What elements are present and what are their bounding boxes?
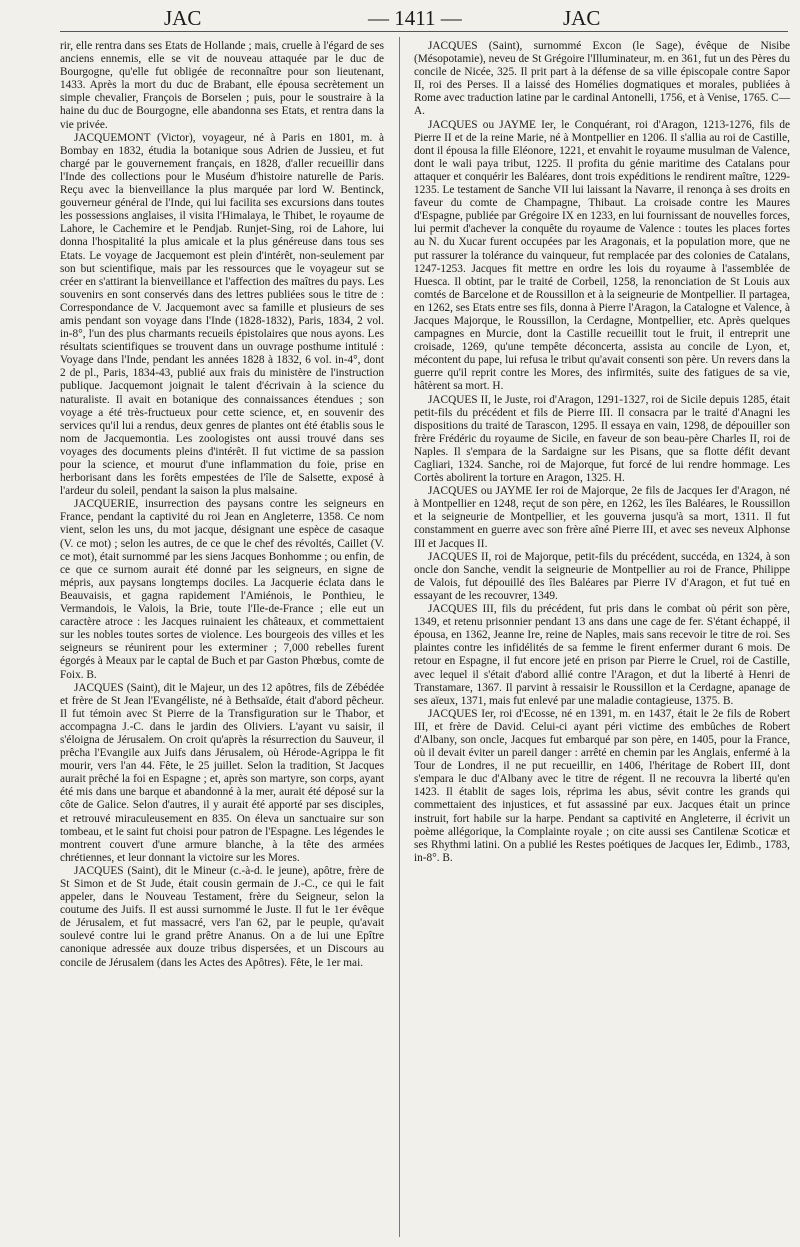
entry-jacques-iii-majorque: JACQUES III, fils du précédent, fut pris dans le combat où périt son père, 1349, et retenu prisonnier pendant 13 ans dans une cage de fer. S'étant échappé, il épousa, en 1362, Jeanne Ire, reine de Naples, mais sans recevoir le titre de roi. Ses plaintes contre les infidélités de sa femme le firent enfermer durant 6 mois. De retour en Espagne, il fut encore jeté en prison par Pierre le Cruel, roi de Castille, avec lequel il s'était d'abord allié contre l'Aragon, et dut la liberté à Henri de Transtamare, 1367. Il parvint à ressaisir le Roussillon et la Cerdagne, apanage de ses aïeux, 1371, mais fut enlevé par une maladie contagieuse, 1375. B. — [414, 603, 790, 707]
right-column — [414, 40, 790, 865]
entry-jacquerie: JACQUERIE, insurrection des paysans contre les seigneurs en France, pendant la captivité du roi Jean en Angleterre, 1358. Ce nom vient, selon les uns, du mot jacque, désignant une espèce de casaque (V. ce mot) ; selon les autres, de ce que le chef des révoltés, Caillet (V. ce mot), était surnommé par les siens Jacques Bonhomme ; ou enfin, de ce que ce surnom aurait été donné par les seigneurs, en signe de mépris, aux paysans longtemps dociles. La Jacquerie éclata dans le Beauvaisis, et gagna rapidement l'Amiénois, le Ponthieu, le Vermandois, le Valois, la Brie, toute l'Ile-de-France ; elle eut un caractère atroce : les Jacques ruinaient les châteaux, et commettaient sur les nobles toutes sortes de violence. Les bourgeois des villes et les seigneurs se réunirent pour les exterminer ; 7,000 rebelles furent égorgés à Meaux par le captal de Buch et par Gaston Phœbus, comte de Foix. B. — [60, 498, 384, 681]
entry-jacquemont: JACQUEMONT (Victor), voyageur, né à Paris en 1801, m. à Bombay en 1832, étudia la botanique sous Adrien de Jussieu, et fut chargé par le gouvernement français, en 1828, d'aller recueillir dans l'Inde des collections pour le Muséum d'histoire naturelle de Paris. Reçu avec la bienveillance la plus marquée par lord W. Bentinck, gouverneur général de l'Inde, qui lui facilita ses excursions dans toutes les possessions anglaises, il visita l'Himalaya, le Thibet, le royaume de Lahore, le Cachemire et le Pendjab. Runjet-Sing, roi de Lahore, lui donna l'hospitalité la plus amicale et la plus généreuse dans tous ses Etats. Le voyage de Jacquemont est plein d'intérêt, non-seulement par son but scientifique, mais par les ressources que le voyageur sut se créer en s'attirant la bienveillance et l'affection des maîtres du pays. Les souvenirs en sont conservés dans des lettres publiées sous le titre de : Correspondance de V. Jacquemont avec sa famille et plusieurs de ses amis pendant son voyage dans l'Inde (1828-1832), Paris, 1834, 2 vol. in-8°, l'un des plus charmants recueils épistolaires que nous ayons. Les résultats scientifiques se trouvent dans un ouvrage posthume intitulé : Voyage dans l'Inde, pendant les années 1828 à 1832, 6 vol. in-4°, dont 2 de pl., Paris, 1834-43, publié aux frais du ministère de l'instruction publique. Jacquemont joignait le talent d'écrivain à la science du naturaliste. Il avait en botanique des connaissances étendues ; son voyage a été très-fructueux pour cette science, et, en souvenir des services qu'il lui a rendus, deux genres de plantes ont été établis sous le nom de Jacquemontia. Les zoologistes ont aussi trouvé dans ses voyages des documents pleins d'intérêt. Il fut victime de sa passion pour la science, et mourut d'une inflammation du foie, prise en herborisant dans les forêts empestées de l'île de Salsette, exposé à l'ardeur du soleil, pendant la saison la plus malsaine. — [60, 131, 384, 498]
header-left-guide-word: JAC — [164, 6, 202, 30]
page-number: — 1411 — — [368, 6, 462, 30]
column-divider — [399, 37, 400, 1237]
header-rule — [60, 31, 788, 32]
entry-jacques-ii-majorque: JACQUES II, roi de Majorque, petit-fils du précédent, succéda, en 1324, à son oncle don Sanche, vendit la seigneurie de Montpellier au roi de France, Philippe de Valois, fut dépouillé des îles Baléares par Pierre IV d'Aragon, et fut tué en essayant de les recouvrer, 1349. — [414, 550, 790, 602]
page-header — [0, 6, 800, 32]
entry-jacques-de-nisibe: JACQUES (Saint), surnommé Excon (le Sage), évêque de Nisibe (Mésopotamie), neveu de St Grégoire l'Illuminateur, m. en 361, fut un des Pères du concile de Nicée, 325. Il prit part à la défense de sa ville épiscopale contre Sapor II, roi des Perses. Il a laissé des Homélies dogmatiques et morales, publiées à Rome avec traduction latine par le cardinal Antonelli, 1756, et à Venise, 1765. C—A. — [414, 40, 790, 118]
left-column — [60, 40, 384, 970]
entry-jayme-i-aragon: JACQUES ou JAYME Ier, le Conquérant, roi d'Aragon, 1213-1276, fils de Pierre II et de la reine Marie, né à Montpellier en 1206. Il s'allia au roi de Castille, dont il épousa la fille Eléonore, 1221, et envahit le royaume musulman de Valence, dont le wali paya tribut, 1225. Il profita du génie maritime des Catalans pour attaquer et conquérir les Baléares, dont trois expéditions le rendirent maître, 1229-1235. Le testament de Sanche VII lui laissant la Navarre, il renonça à ses droits en faveur du comte de Champagne, Thibaut. La croisade contre les Maures d'Espagne, publiée par Grégoire IX en 1233, en lui fournissant de nouvelles forces, lui permit d'achever la conquête du royaume de Valence : toutes les places fortes au N. du Xucar furent occupées par les Aragonais, et la population more, que ne put rassurer la tolérance du vainqueur, fut remplacée par des colonies de Catalans, 1247-1253. Jacques fit mettre en ordre les lois du royaume à l'assemblée de Huesca. Il obtint, par le traité de Corbeil, 1258, la renonciation de St Louis aux comtés de Barcelone et de Roussillon et à la seigneurie de Montpellier. Il partagea, en 1262, ses Etats entre ses fils, donna à Pierre l'Aragon, la Catalogne et Valence, à Jacques Majorque, le Roussillon, la Cerdagne, Montpellier, etc. Après quelques campagnes en Murcie, dont la Castille recueillit tout le fruit, il entreprit une croisade, 1269, qu'une tempête déconcerta, assista au concile de Lyon, et, mécontent du pape, lui refusa le tribut qu'avait consenti son père. Un revers dans la guerre qu'il reprit contre les Mores, des infirmités, suite des fatigues de sa vie, hâtèrent sa mort. H. — [414, 118, 790, 393]
entry-jacques-le-majeur: JACQUES (Saint), dit le Majeur, un des 12 apôtres, fils de Zébédée et frère de St Jean l'Evangéliste, né à Bethsaïde, était d'abord pêcheur. Il fut témoin avec St Pierre de la Transfiguration sur le Thabor, et accompagna J.-C. dans le jardin des Oliviers. L'ayant vu saisir, il s'éloigna de Jérusalem. On croit qu'après la résurrection du Sauveur, il prêcha l'Evangile aux Juifs dans Jérusalem, où Hérode-Agrippa le fit mourir, vers l'an 44. Fête, le 25 juillet. Selon la tradition, St Jacques aurait prêché la foi en Espagne ; et, après son martyre, son corps, ayant été mis dans une barque et abandonné à la mer, aurait été déposé sur la côte de Galice. Selon d'autres, il y aurait été apporté par ses disciples, et retrouvé miraculeusement en 835. On éleva un sanctuaire sur son tombeau, et le saint fut choisi pour patron de l'Espagne. Les légendes le montrent couvert d'une armure blanche, à la tête des armées chrétiennes, et leur donnant la victoire sur les Mores. — [60, 681, 384, 864]
entry-jacques-ii-aragon: JACQUES II, le Juste, roi d'Aragon, 1291-1327, roi de Sicile depuis 1285, était petit-fils du précédent et fils de Pierre III. Il consacra par le traité d'Anagni les dispositions du traité de Tarascon, 1295. Il essaya en vain, 1298, de dépouiller son frère Frédéric du royaume de Sicile, en faveur de son beau-père Charles II, roi de Naples. Il s'empara de la Sardaigne sur les Pisans, que sa flotte défit devant Cagliari, 1324. Sanche, roi de Majorque, fut forcé de lui rendre hommage. Les Cortès abolirent la torture en Aragon, 1325. H. — [414, 393, 790, 485]
header-right-guide-word: JAC — [563, 6, 601, 30]
entry-jacques-i-ecosse: JACQUES Ier, roi d'Ecosse, né en 1391, m. en 1437, était le 2e fils de Robert III, et frère de David. Celui-ci ayant péri victime des embûches de Robert d'Albany, son oncle, Jacques fut embarqué par son père, en 1405, pour la France, où il devait éviter un pareil danger : arrêté en chemin par les Anglais, enfermé à la Tour de Londres, il ne put recueillir, en 1406, l'héritage de Robert III, dont s'empara le duc d'Albany avec le titre de régent. Il ne recouvra la liberté qu'en 1423. Il établit de sages lois, réprima les abus, sévit contre les grands qui commettaient des injustices, et fut assassiné par eux. Jacques était un prince instruit, fort habile sur la harpe. Pendant sa captivité en Angleterre, il écrivit un poème allégorique, la Complainte royale ; on cite aussi ses Cantilenæ Scoticæ et ses Rhythmi latini. On a publié les Restes poétiques de Jacques Ier, Edimb., 1783, in-8°. B. — [414, 707, 790, 864]
entry-continuation-jacqueline: rir, elle rentra dans ses Etats de Hollande ; mais, cruelle à l'égard de ses anciens ennemis, elle se vit de nouveau attaquée par le duc de Bourgogne, qu'elle fut obligée de reconnaître pour son lieutenant, 1433. Après la mort du duc de Brabant, elle épousa secrètement un simple chevalier, François de Borselen ; puis, pour le soustraire à la haine du duc de Bourgogne, elle abandonna ses Etats, et rentra dans la vie privée. — [60, 40, 384, 131]
entry-jacques-le-mineur: JACQUES (Saint), dit le Mineur (c.-à-d. le jeune), apôtre, frère de St Simon et de St Jude, était cousin germain de J.-C., ce qui le fait appeler, dans le Nouveau Testament, frère du Seigneur, selon la coutume des Juifs. Il est aussi surnommé le Juste. Il fut le 1er évêque de Jérusalem, et fut massacré, vers l'an 62, par le peuple, qu'avait soulevé contre lui le grand prêtre Ananus. On a de lui une Epître canonique adressée aux douze tribus dispersées, et un Discours au concile de Jérusalem (dans les Actes des Apôtres). Fête, le 1er mai. — [60, 864, 384, 969]
entry-jayme-i-majorque: JACQUES ou JAYME Ier roi de Majorque, 2e fils de Jacques Ier d'Aragon, né à Montpellier en 1248, reçut de son père, en 1262, les îles Baléares, le Roussillon et la seigneurie de Montpellier, et les gouverna jusqu'à sa mort, 1311. Il fut constamment en guerre avec son frère aîné Pierre III, et avec ses neveux Alphonse III et Jacques II. — [414, 485, 790, 550]
